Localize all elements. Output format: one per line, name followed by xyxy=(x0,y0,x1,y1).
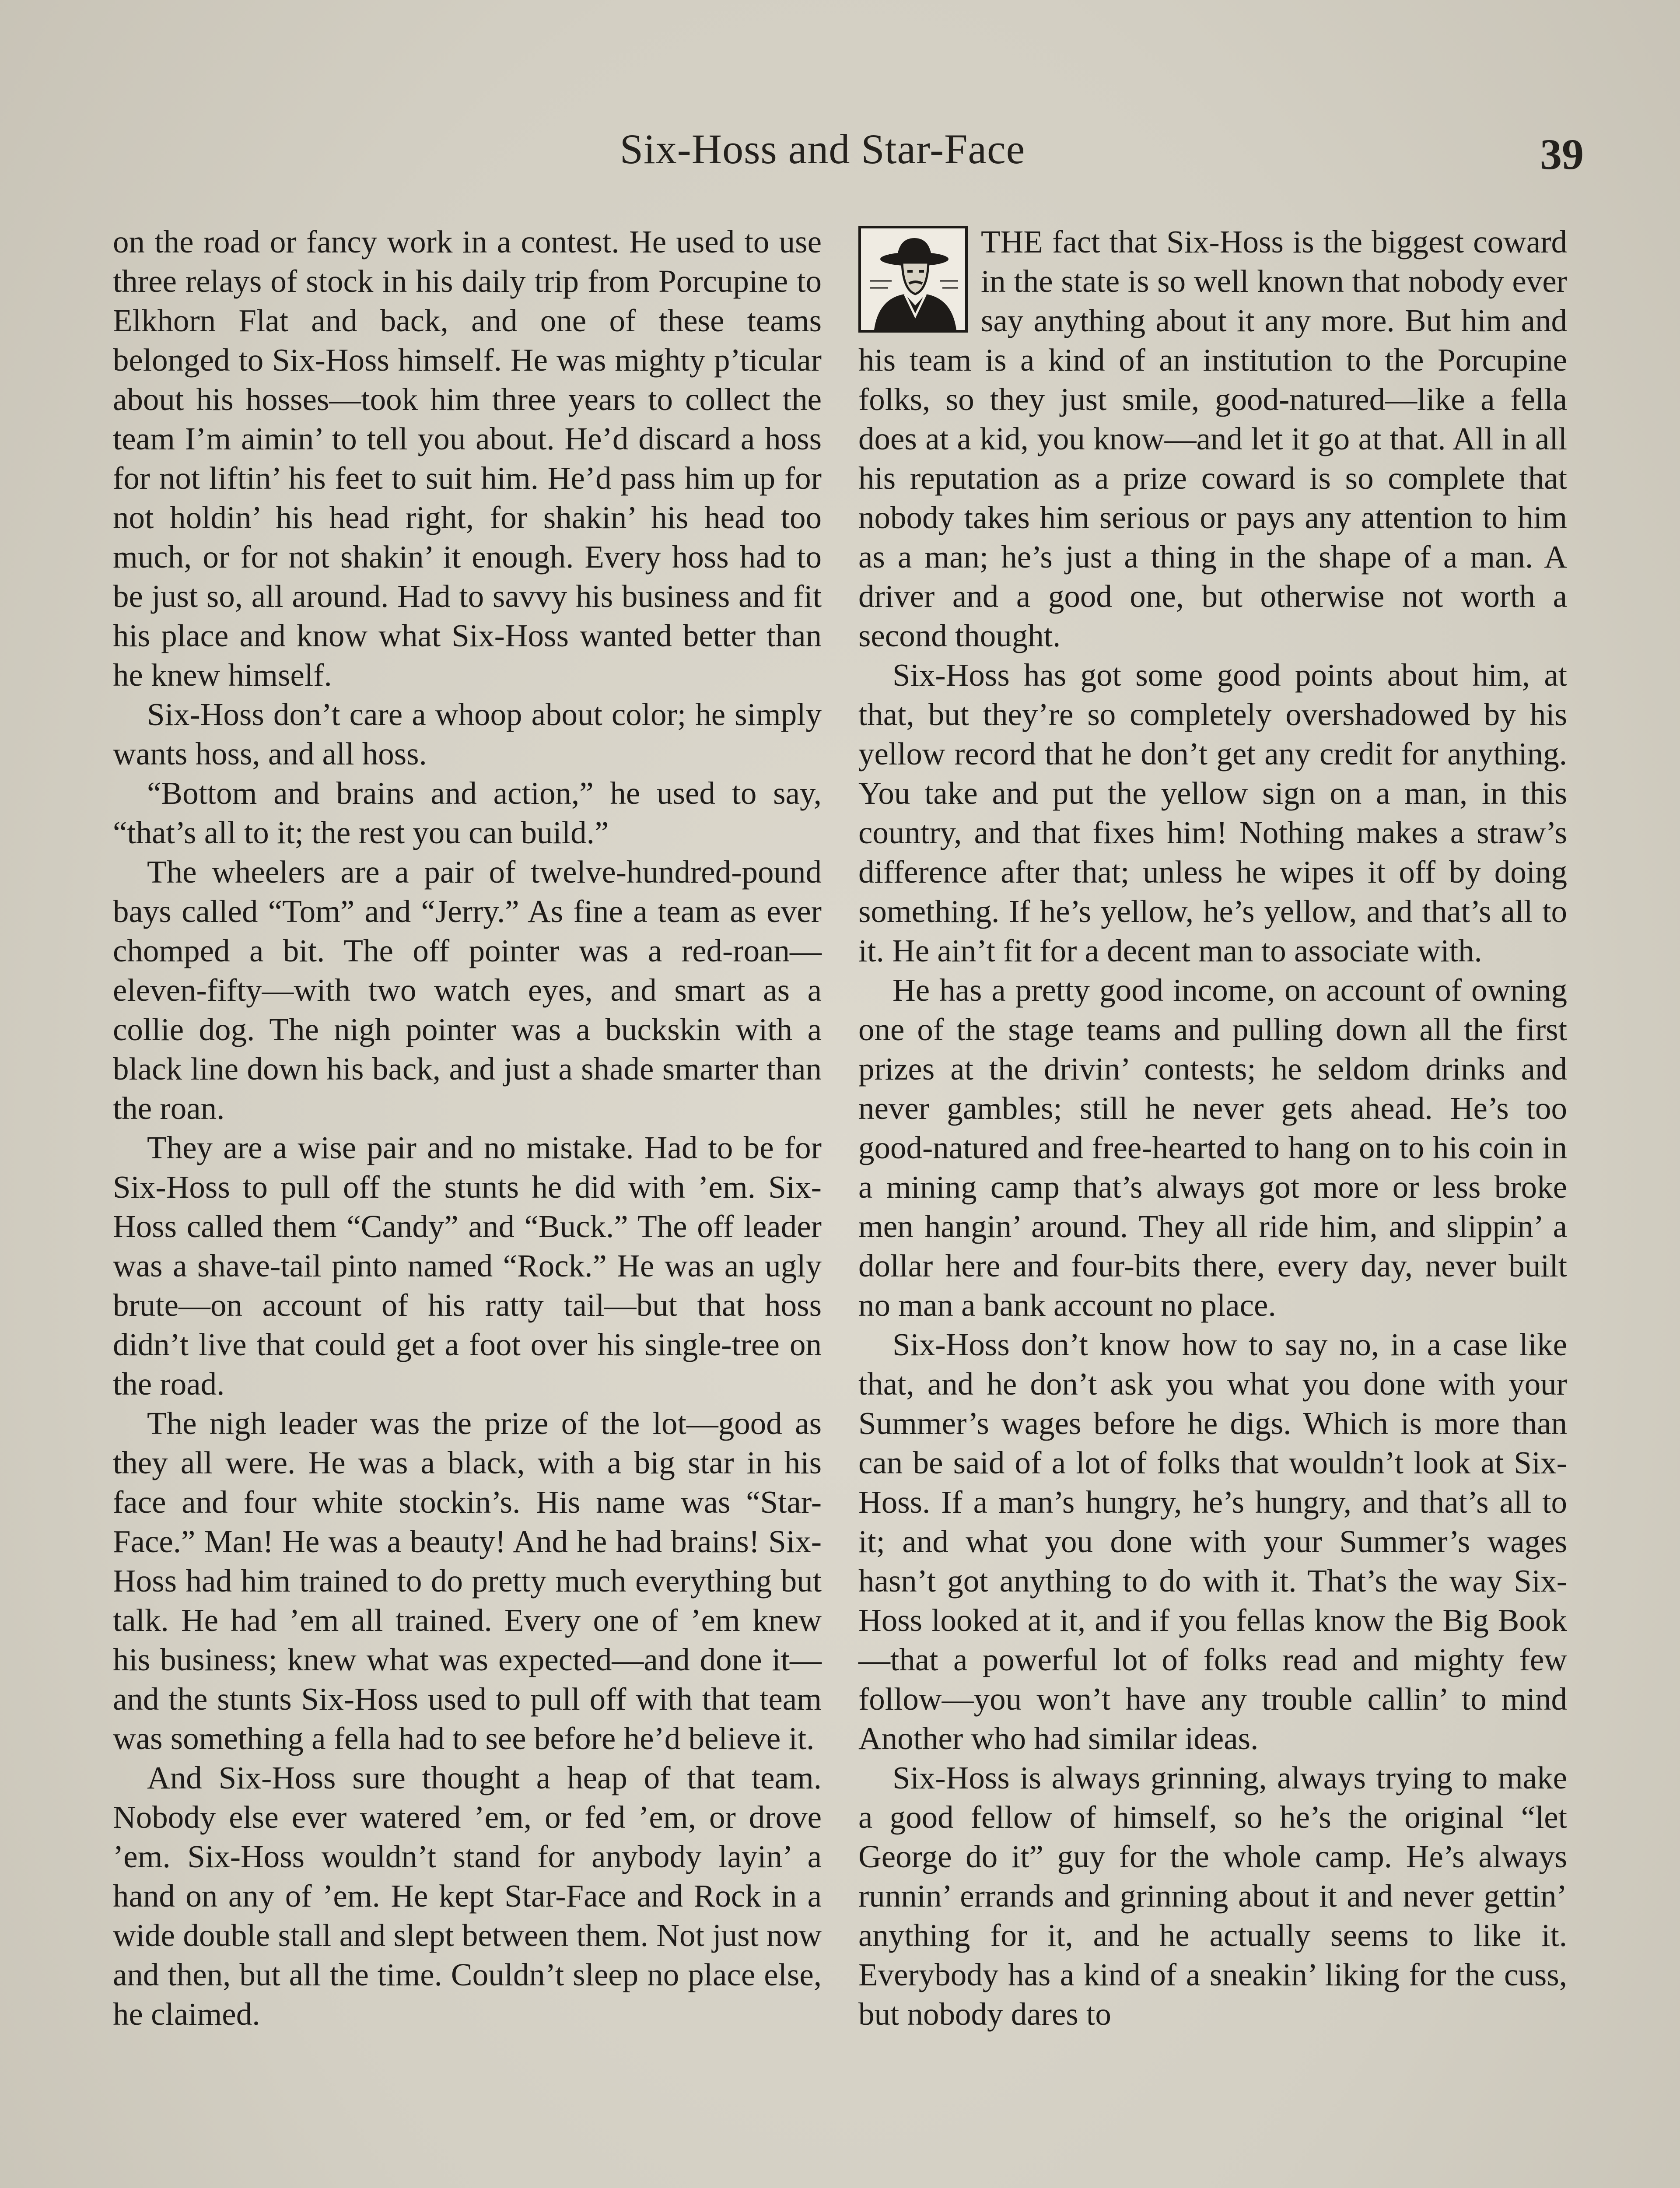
left-paragraph-6: The nigh leader was the prize of the lot—good as they all were. He was a black, with a big star in his face and four white stockin’s. His name was “Star-Face.” Man! He was a beauty! And he had brains! Six-Hoss had him trained to do pretty much everything but talk. He had ’em all trained. Every one of ’em knew his business; knew what was expected—and done it—and the stunts Six-Hoss used to pull off with that team was something a fella had to see before he’d believe it. xyxy=(113,1406,822,1756)
page-number: 39 xyxy=(1540,130,1584,179)
left-paragraph-2: Six-Hoss don’t care a whoop about color; he simply wants hoss, and all hoss. xyxy=(113,697,822,771)
left-paragraph-5: They are a wise pair and no mistake. Had to be for Six-Hoss to pull off the stunts he did with ’em. Six-Hoss called them “Candy” and “Buck.” The off leader was a shave-tail pinto named “Rock.” He was an ugly brute—on account of his ratty tail—but that hoss didn’t live that could get a foot over his single-tree on the road. xyxy=(113,1130,822,1402)
right-text-column xyxy=(858,222,1567,2034)
right-paragraph-2: Six-Hoss has got some good points about him, at that, but they’re so completely overshadowed by his yellow record that he don’t get any credit for anything. You take and put the yellow sign on a man, in this country, and that fixes him! Nothing makes a straw’s difference after that; unless he wipes it off by doing something. If he’s yellow, he’s yellow, and that’s all to it. He ain’t fit for a decent man to associate with. xyxy=(858,657,1567,968)
right-paragraph-5: Six-Hoss is always grinning, always trying to make a good fellow of himself, so he’s the original “let George do it” guy for the whole camp. He’s always runnin’ errands and grinning about it and never gettin’ anything for it, and he actually seems to like it. Everybody has a kind of a sneakin’ liking for the cuss, but nobody dares to xyxy=(858,1760,1567,2032)
left-paragraph-3: “Bottom and brains and action,” he used to say, “that’s all to it; the rest you can build.” xyxy=(113,775,822,850)
left-paragraph-4: The wheelers are a pair of twelve-hundred-pound bays called “Tom” and “Jerry.” As fine a team as ever chomped a bit. The off pointer was a red-roan—eleven-fifty—with two watch eyes, and smart as a collie dog. The nigh pointer was a buckskin with a black line down his back, and just a shade smarter than the roan. xyxy=(113,854,822,1126)
dropcap-illustration xyxy=(858,226,968,333)
left-paragraph-1: on the road or fancy work in a contest. He used to use three relays of stock in his daily trip from Porcupine to Elkhorn Flat and back, and one of these teams belonged to Six-Hoss himself. He was mighty p’ticular about his hosses—took him three years to collect the team I’m aimin’ to tell you about. He’d discard a hoss for not liftin’ his feet to suit him. He’d pass him up for not holdin’ his head right, for shakin’ his head too much, or for not shakin’ it enough. Every hoss had to be just so, all around. Had to savvy his business and fit his place and know what Six-Hoss wanted better than he knew himself. xyxy=(113,224,822,693)
right-paragraph-4: Six-Hoss don’t know how to say no, in a case like that, and he don’t ask you what you done with your Summer’s wages before he digs. Which is more than can be said of a lot of folks that wouldn’t look at Six-Hoss. If a man’s hungry, he’s hungry, and that’s all to it; and what you done with your Summer’s wages hasn’t got anything to do with it. That’s the way Six-Hoss looked at it, and if you fellas know the Big Book—that a powerful lot of folks read and mighty few follow—you won’t have any trouble callin’ to mind Another who had similar ideas. xyxy=(858,1327,1567,1756)
right-paragraph-3: He has a pretty good income, on account of owning one of the stage teams and pulling down all the first prizes at the drivin’ contests; he seldom drinks and never gambles; still he never gets ahead. He’s too good-natured and free-hearted to hang on to his coin in a mining camp that’s always got more or less broke men hangin’ around. They all ride him, and slippin’ a dollar here and four-bits there, every day, never built no man a bank account no place. xyxy=(858,972,1567,1323)
running-header-title: Six-Hoss and Star-Face xyxy=(620,126,1026,172)
left-text-column xyxy=(113,222,822,2034)
cowboy-portrait-icon xyxy=(861,228,965,330)
right-paragraph-1: THE fact that Six-Hoss is the biggest coward in the state is so well known that nobody ever say anything about it any more. But him and his team is a kind of an institution to the Porcupine folks, so they just smile, good-natured—like a fella does at a kid, you know—and let it go at that. All in all his reputation as a prize coward is so complete that nobody takes him serious or pays any attention to him as a man; he’s just a thing in the shape of a man. A driver and a good one, but otherwise not worth a second thought. xyxy=(858,224,1567,653)
left-paragraph-7: And Six-Hoss sure thought a heap of that team. Nobody else ever watered ’em, or fed ’em, or drove ’em. Six-Hoss wouldn’t stand for anybody layin’ a hand on any of ’em. He kept Star-Face and Rock in a wide double stall and slept between them. Not just now and then, but all the time. Couldn’t sleep no place else, he claimed. xyxy=(113,1760,822,2032)
